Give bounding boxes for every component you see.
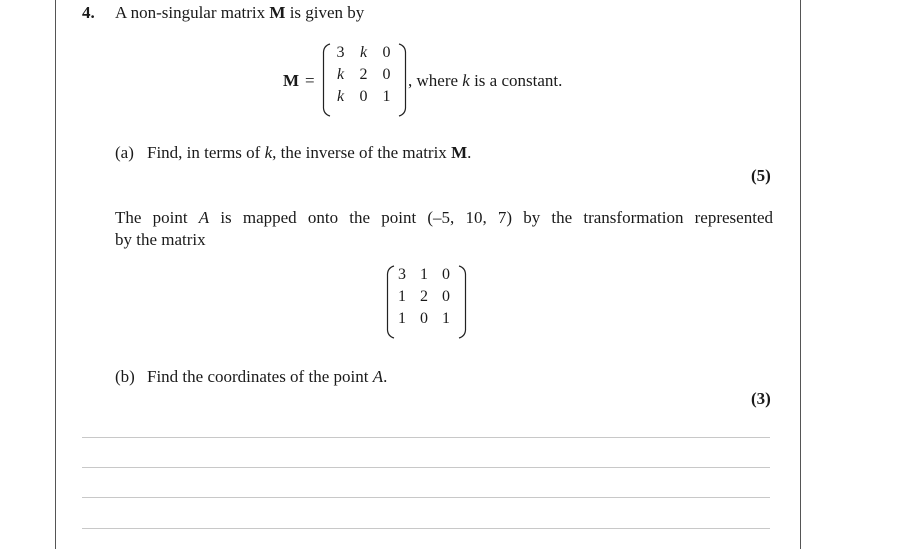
part-a-k: k [264, 143, 273, 162]
question-number: 4. [82, 3, 95, 22]
matrix-m-label: M [283, 71, 300, 90]
part-a-label: (a) [115, 143, 134, 162]
part-a-question [147, 143, 471, 163]
matrix-m-entries [329, 42, 398, 108]
transform-matrix-entry: 0 [442, 266, 450, 283]
transform-matrix-entry: 1 [442, 310, 450, 327]
transform-matrix-entry: 1 [398, 288, 406, 305]
transform-matrix-entry: 3 [398, 266, 406, 283]
condition-text-end: is a constant. [469, 71, 563, 90]
matrix-m-condition [408, 71, 562, 91]
transform-matrix-entry: 2 [420, 288, 428, 305]
transformation-line-1 [115, 207, 773, 229]
matrix-m-entry: 3 [336, 44, 345, 61]
transform-matrix-entry: 1 [420, 266, 428, 283]
condition-text: , where [408, 71, 463, 90]
part-a-text: Find, in terms of [147, 143, 265, 162]
matrix-m-equals: = [305, 71, 315, 90]
part-b-text-end: . [383, 367, 388, 386]
matrix-m-right-paren [397, 42, 407, 118]
matrix-m-entry: k [359, 44, 368, 61]
part-a-text-mid: , the inverse of the matrix [272, 143, 452, 162]
intro-text: A non-singular matrix [115, 3, 270, 22]
matrix-m-entry: 0 [382, 44, 391, 61]
part-b-text: Find the coordinates of the point [147, 367, 373, 386]
transformation-line-2: by the matrix [115, 230, 206, 249]
part-a-text-end: . [467, 143, 472, 162]
part-b-question [147, 367, 387, 387]
part-b-marks: (3) [751, 389, 771, 408]
matrix-m-entry: k [336, 66, 345, 83]
condition-k: k [462, 71, 470, 90]
part-b-label: (b) [115, 367, 135, 386]
answer-line [82, 497, 770, 498]
transformation-text: The point [115, 208, 199, 227]
intro-text-end: is given by [285, 3, 365, 22]
matrix-m-entry: 2 [359, 66, 368, 83]
answer-line [82, 528, 770, 529]
matrix-m-entry: 0 [359, 88, 368, 105]
transform-matrix-entry: 0 [442, 288, 450, 305]
part-a-marks: (5) [751, 166, 771, 185]
transformation-text-end: is mapped onto the point (–5, 10, 7) by the transformation represented [209, 208, 773, 227]
point-a-symbol: A [198, 208, 210, 227]
transform-matrix-right-paren [457, 264, 467, 340]
answer-line [82, 467, 770, 468]
answer-line [82, 437, 770, 438]
matrix-m-entry: k [336, 88, 345, 105]
part-a-matrix-symbol: M [451, 143, 468, 162]
transform-matrix-entry: 0 [420, 310, 428, 327]
matrix-m-entry: 0 [382, 66, 391, 83]
intro-matrix-symbol: M [269, 3, 286, 22]
transform-matrix-entry: 1 [398, 310, 406, 327]
question-intro [115, 3, 364, 23]
transform-matrix-entries [391, 264, 457, 330]
part-b-point-a: A [372, 367, 384, 386]
matrix-m-entry: 1 [382, 88, 391, 105]
